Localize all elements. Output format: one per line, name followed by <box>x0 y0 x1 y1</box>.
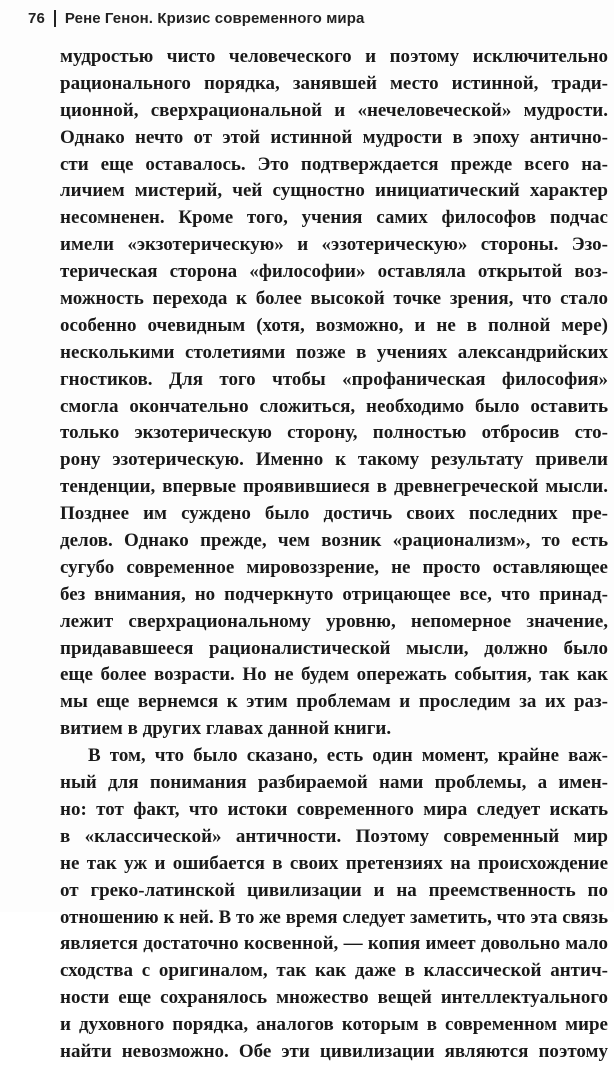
running-title: Рене Генон. Кризис современного мира <box>64 9 365 27</box>
text-line: найти невозможно. Обе эти цивилизации являются поэтому <box>60 1040 608 1062</box>
text-line: Позднее им суждено было достичь своих последних пре- <box>60 503 608 525</box>
text-line: ционной, сверхрациональной и «нечеловеческой» мудрости. <box>60 99 608 121</box>
text-line: мы еще вернемся к этим проблемам и проследим за их раз- <box>60 691 608 713</box>
text-line: в «классической» античности. Поэтому современный мир <box>60 825 608 847</box>
text-line: Однако нечто от этой истинной мудрости в эпоху антично- <box>60 126 608 148</box>
body-text <box>60 44 608 1066</box>
text-line: только экзотерическую сторону, полностью отбросив сто- <box>60 422 608 444</box>
text-line: ности еще сохранялось множество вещей интеллектуального <box>60 987 608 1009</box>
text-line: отношению к ней. В то же время следует заметить, что эта связь <box>60 906 608 928</box>
page-number: 76 <box>28 9 45 27</box>
text-line: рону эзотерическую. Именно к такому результату привели <box>60 449 608 471</box>
text-line: гностиков. Для того чтобы «профаническая философия» <box>60 368 608 390</box>
text-line: сугубо современное мировоззрение, не просто оставляющее <box>60 556 608 578</box>
text-line: является достаточно косвенной, — копия имеет довольно мало <box>60 933 608 955</box>
text-line: от греко-латинской цивилизации и на преемственность по <box>60 879 608 901</box>
text-line: имели «экзотерическую» и «эзотерическую» стороны. Эзо- <box>60 234 608 256</box>
text-line: лежит сверхрациональному уровню, непомерное значение, <box>60 610 608 632</box>
text-line: рационального порядка, занявшей место истинной, тради- <box>60 72 608 94</box>
text-line: смогла окончательно сложиться, необходимо было оставить <box>60 395 608 417</box>
text-line: особенно очевидным (хотя, возможно, и не в полной мере) <box>60 314 608 336</box>
running-header <box>28 6 364 30</box>
header-separator <box>54 10 56 27</box>
text-line: сходства с оригиналом, так как даже в классической антич- <box>60 960 608 982</box>
text-line: несомненен. Кроме того, учения самих философов подчас <box>60 207 608 229</box>
text-line: терическая сторона «философии» оставляла открытой воз- <box>60 261 608 283</box>
text-line: несколькими столетиями позже в учениях александрийских <box>60 341 608 363</box>
text-line: без внимания, но подчеркнуто отрицающее все, что принад- <box>60 583 608 605</box>
text-line: личием мистерий, чей сущностно инициатический характер <box>60 180 608 202</box>
paragraph-end-line: витием в других главах данной книги. <box>60 718 392 740</box>
text-line: можность перехода к более высокой точке зрения, что стало <box>60 288 608 310</box>
text-line: мудростью чисто человеческого и поэтому исключительно <box>60 46 608 67</box>
text-line: и духовного порядка, аналогов которым в современном мире <box>60 1014 608 1036</box>
text-line: еще более возрасти. Но не будем опережать события, так как <box>60 664 608 686</box>
text-line: но: тот факт, что истоки современного мира следует искать <box>60 798 608 820</box>
text-line: тенденции, впервые проявившиеся в древнегреческой мысли. <box>60 476 608 498</box>
paragraph-first-line: В том, что было сказано, есть один момент, крайне важ- <box>88 745 608 767</box>
text-line: не так уж и ошибается в своих претензиях на происхождение <box>60 852 608 874</box>
text-line: делов. Однако прежде, чем возник «рационализм», то есть <box>60 530 608 552</box>
text-line: сти еще оставалось. Это подтверждается прежде всего на- <box>60 153 608 175</box>
text-line: ный для понимания разбираемой нами проблемы, а имен- <box>60 772 608 794</box>
text-line: придававшееся рационалистической мысли, должно было <box>60 637 608 659</box>
